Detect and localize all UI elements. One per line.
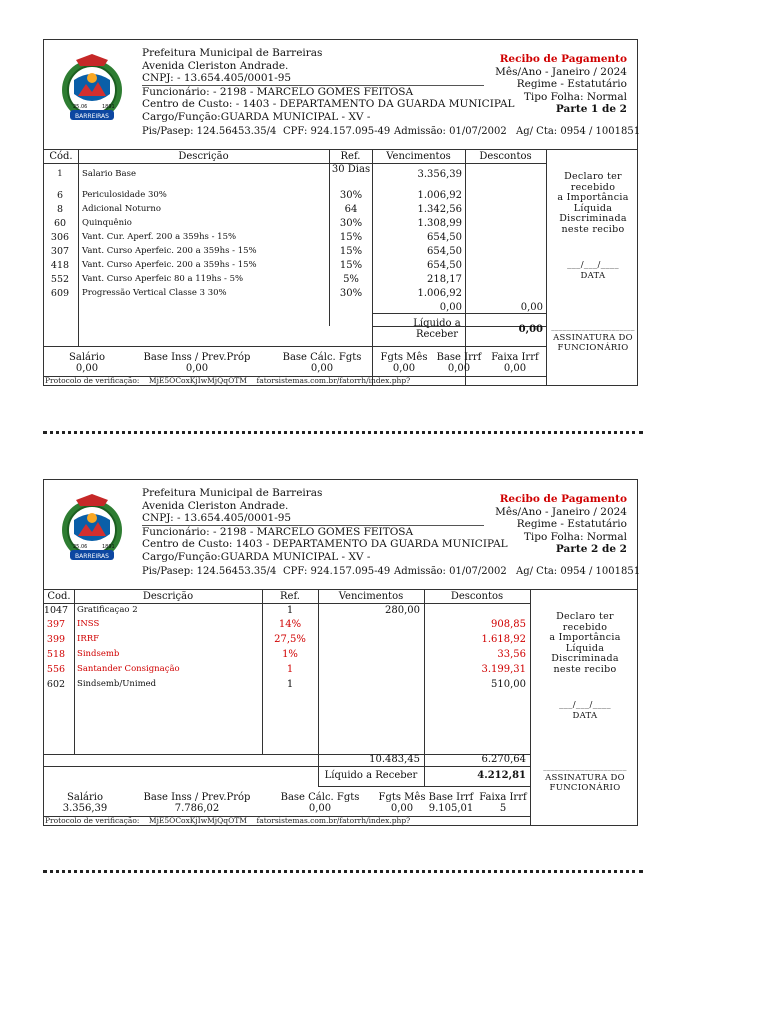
svg-text:BARREIRAS: BARREIRAS	[75, 113, 109, 120]
col-header-code: Cod.	[47, 591, 71, 602]
signature-field: ______________________ ASSINATURA DO FUNCIONÁRIO	[551, 323, 635, 353]
footer-salary: Salário 0,00	[69, 352, 105, 374]
total-deductions: 6.270,64	[481, 754, 526, 765]
col-header-ref: Ref.	[280, 591, 300, 602]
bank-account: Ag/ Cta: 0954 / 1001851	[516, 126, 641, 137]
verification-protocol: Protocolo de verificação: MjE5OCoxKjIwMjQqOTM fatorsistemas.com.br/fatorrh/index.php?	[45, 816, 411, 825]
svg-text:25.06: 25.06	[73, 544, 88, 550]
payslip-part-1	[43, 39, 641, 386]
footer-base-inss: Base Inss / Prev.Próp 0,00	[143, 352, 251, 374]
org-name: Prefeitura Municipal de Barreiras	[142, 487, 323, 499]
footer-salary: Salário 3.356,39	[62, 792, 108, 814]
barreiras-coat-of-arms-icon	[52, 490, 132, 570]
total-deductions: 0,00	[520, 302, 543, 313]
footer-fgts-month: Fgts Mês 0,00	[378, 792, 426, 814]
svg-text:25.06: 25.06	[73, 104, 88, 110]
net-pay-value: 4.212,81	[477, 770, 526, 781]
cut-line	[43, 870, 643, 873]
receipt-declaration: Declaro ter recebido a Importância Líquida Discriminada neste recibo	[557, 171, 629, 235]
payslip-table: Cód. Descrição Ref. Vencimentos Descontos 1 Salario Base 30 Dias 3.356,39 6 Periculosidade 30% 30% 1.006,92 8 Adicional Noturno 64 1.342,56 60 Quinquênio 30% 1.308,99 306 Vant. Cur. Aperf. 200 a 359hs - 15% 15% 654,50 307 Vant. Curso Aperfeic. 200 a 359hs - 15% 15% 654,50 418 Vant. Curso Aperfeic. 200 a 359hs - 15% 15% 654,50 552 Vant. Curso Aperfeic 80 a 119hs - 5% 5% 218,17 609 Progressão Vertical Classe 3 30% 30% 1.006,92 0,00 0,00 Líquido a Receber 0,00 Declaro ter recebido a Importância Líquida Discriminada neste recibo ___/___/____ DATA ______________________ ASSINATURA DO FUNCIONÁRIO Salário 0,00 Base Inss / Prev.Próp 0,00 Base Cálc. Fgts 0,00 Fgts Mês 0,00 Base Irrf 0,00 Faixa Irrf 0,00 Protocolo de verificação: MjE5OCoxKjIwMjQqOTM fatorsistemas.com.br/fatorrh/index.php?	[44, 150, 637, 386]
payslip-header	[44, 40, 641, 150]
cpf: CPF: 924.157.095-49	[283, 126, 391, 137]
pis-pasep: Pis/Pasep: 124.56453.35/4	[142, 126, 277, 137]
col-header-earnings: Vencimentos	[338, 591, 404, 602]
receipt-part: Parte 2 de 2	[555, 543, 627, 555]
col-header-deductions: Descontos	[450, 591, 504, 602]
footer-base-irrf: Base Irrf 9.105,01	[428, 792, 474, 814]
footer-base-fgts: Base Cálc. Fgts 0,00	[282, 352, 362, 374]
receipt-regime: Regime - Estatutário	[516, 518, 627, 530]
receipt-declaration: Declaro ter recebido a Importância Líquida Discriminada neste recibo	[549, 611, 621, 675]
protocol-url[interactable]: fatorsistemas.com.br/fatorrh/index.php?	[256, 816, 411, 825]
payslip-part-2	[43, 479, 641, 826]
svg-text:1891: 1891	[102, 544, 115, 550]
cpf: CPF: 924.157.095-49	[283, 566, 391, 577]
organization-info	[142, 47, 515, 123]
col-header-description: Descrição	[178, 151, 229, 162]
footer-base-irrf: Base Irrf 0,00	[436, 352, 482, 374]
total-earnings: 0,00	[439, 302, 462, 313]
payslip-table: Cod. Descrição Ref. Vencimentos Descontos 1047 Gratificaçao 2 1 280,00 397 INSS 14% 908,85 399 IRRF 27,5% 1.618,92 518 Sindsemb 1% 33,56 556 Santander Consignação 1 3.199,31 602 Sindsemb/Unimed 1 510,00 10.483,45 6.270,64 Líquido a Receber 4.212,81 Declaro ter recebido a Importância Líquida Discriminada neste recibo ___/___/____ DATA ______________________ ASSINATURA DO FUNCIONÁRIO Salário 3.356,39 Base Inss / Prev.Próp 7.786,02 Base Cálc. Fgts 0,00 Fgts Mês 0,00 Base Irrf 9.105,01 Faixa Irrf 5 Protocolo de verificação: MjE5OCoxKjIwMjQqOTM fatorsistemas.com.br/fatorrh/index.php?	[44, 590, 637, 826]
admission-date: Admissão: 01/07/2002	[394, 566, 507, 577]
org-address: Avenida Cleriston Andrade.	[142, 59, 289, 72]
receipt-info	[495, 493, 627, 556]
barreiras-coat-of-arms-icon	[52, 50, 132, 130]
employee-role: Cargo/Função:GUARDA MUNICIPAL - XV -	[142, 110, 371, 123]
net-pay-label: Líquido a Receber	[413, 318, 461, 340]
receipt-info	[495, 53, 627, 116]
receipt-title: Recibo de Pagamento	[499, 493, 627, 505]
receipt-period: Mês/Ano - Janeiro / 2024	[495, 65, 627, 78]
col-header-description: Descrição	[142, 591, 194, 602]
org-cnpj: CNPJ: - 13.654.405/0001-95	[142, 512, 484, 526]
organization-info	[142, 487, 508, 563]
footer-base-fgts: Base Cálc. Fgts 0,00	[280, 792, 360, 814]
admission-date: Admissão: 01/07/2002	[394, 126, 507, 137]
footer-irrf-bracket: Faixa Irrf 0,00	[491, 352, 539, 374]
employee-name: Funcionário: - 2198 - MARCELO GOMES FEITOSA	[142, 85, 414, 98]
employee-role: Cargo/Função:GUARDA MUNICIPAL - XV -	[142, 550, 371, 563]
date-field: ___/___/____ DATA	[559, 700, 611, 721]
receipt-part: Parte 1 de 2	[555, 103, 627, 115]
bank-account: Ag/ Cta: 0954 / 1001851	[516, 566, 641, 577]
net-pay-value: 0,00	[518, 324, 543, 335]
col-header-code: Cód.	[49, 151, 73, 162]
org-name: Prefeitura Municipal de Barreiras	[142, 47, 323, 59]
total-earnings: 10.483,45	[369, 754, 420, 765]
verification-protocol: Protocolo de verificação: MjE5OCoxKjIwMjQqOTM fatorsistemas.com.br/fatorrh/index.php?	[45, 376, 411, 385]
col-header-deductions: Descontos	[479, 151, 532, 162]
col-header-ref: Ref.	[340, 151, 361, 162]
cost-center: Centro de Custo: - 1403 - DEPARTAMENTO DA GUARDA MUNICIPAL	[142, 98, 515, 110]
footer-irrf-bracket: Faixa Irrf 5	[479, 792, 527, 814]
cut-line	[43, 431, 643, 434]
svg-text:1891: 1891	[102, 104, 115, 110]
receipt-type: Tipo Folha: Normal	[523, 530, 627, 543]
org-cnpj: CNPJ: - 13.654.405/0001-95	[142, 72, 484, 86]
footer-fgts-month: Fgts Mês 0,00	[380, 352, 428, 374]
date-field: ___/___/____ DATA	[567, 260, 619, 281]
cost-center: Centro de Custo: 1403 - DEPARTAMENTO DA GUARDA MUNICIPAL	[142, 538, 508, 550]
org-address: Avenida Cleriston Andrade.	[142, 499, 289, 512]
employee-name: Funcionário: - 2198 - MARCELO GOMES FEITOSA	[142, 525, 414, 538]
pis-pasep: Pis/Pasep: 124.56453.35/4	[142, 566, 277, 577]
protocol-url[interactable]: fatorsistemas.com.br/fatorrh/index.php?	[256, 376, 411, 385]
receipt-regime: Regime - Estatutário	[516, 78, 627, 90]
receipt-title: Recibo de Pagamento	[499, 53, 627, 65]
col-header-earnings: Vencimentos	[386, 151, 451, 162]
net-pay-label: Líquido a Receber	[324, 770, 418, 781]
receipt-type: Tipo Folha: Normal	[523, 90, 627, 103]
receipt-period: Mês/Ano - Janeiro / 2024	[495, 505, 627, 518]
svg-text:BARREIRAS: BARREIRAS	[75, 553, 109, 560]
footer-base-inss: Base Inss / Prev.Próp 7.786,02	[143, 792, 251, 814]
payslip-header	[44, 480, 641, 590]
signature-field: ______________________ ASSINATURA DO FUNCIONÁRIO	[543, 763, 627, 793]
